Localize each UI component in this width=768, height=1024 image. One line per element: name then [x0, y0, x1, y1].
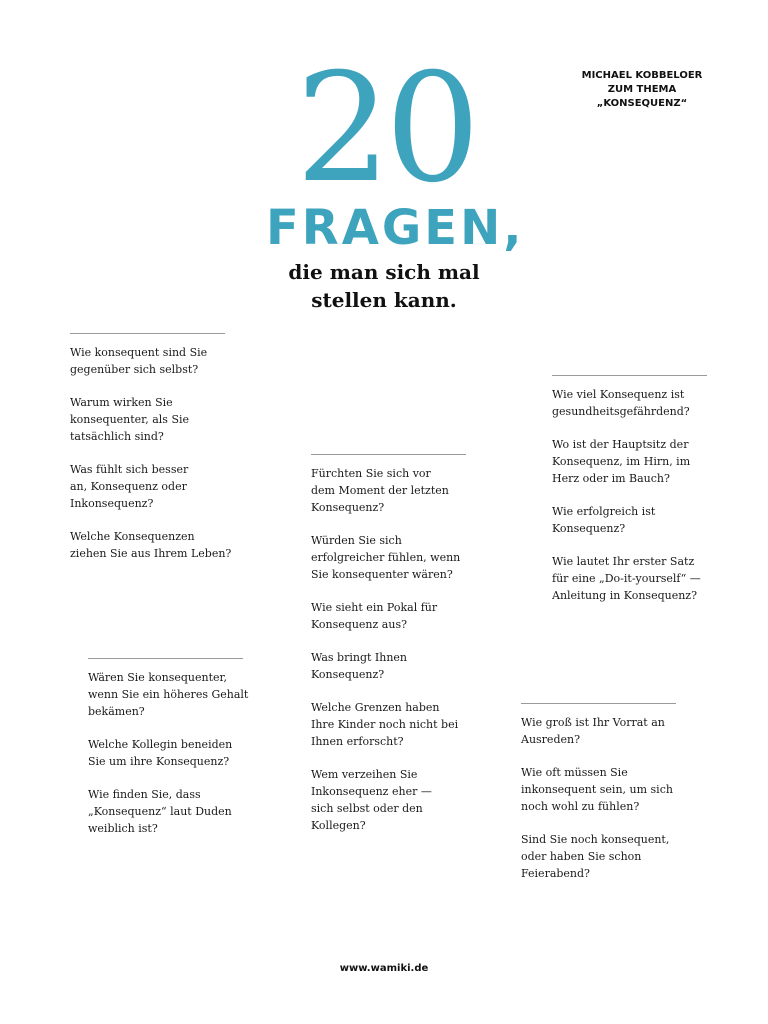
question: Fürchten Sie sich vor dem Moment der letzten Konsequenz? [311, 467, 449, 514]
question: Wie oft müssen Sie inkonsequent sein, um sich noch wohl zu fühlen? [521, 766, 673, 813]
question: Würden Sie sich erfolgreicher fühlen, wenn Sie konsequenter wären? [311, 534, 461, 581]
question: Wie finden Sie, dass „Konsequenz“ laut Duden weiblich ist? [88, 788, 232, 835]
question: Sind Sie noch konsequent, oder haben Sie schon Feierabend? [521, 833, 670, 880]
question: Wie sieht ein Pokal für Konsequenz aus? [311, 601, 438, 631]
question: Warum wirken Sie konsequenter, als Sie tatsächlich sind? [70, 396, 190, 443]
question: Wie lautet Ihr erster Satz für eine „Do-it-yourself“ — Anleitung in Konsequenz? [552, 555, 701, 602]
question: Wo ist der Hauptsitz der Konsequenz, im Hirn, im Herz oder im Bauch? [552, 438, 691, 485]
question: Wie erfolgreich ist Konsequenz? [552, 505, 656, 535]
subtitle [270, 258, 498, 314]
question: Wie konsequent sind Sie gegenüber sich selbst? [70, 346, 208, 376]
question-group-3 [311, 454, 501, 850]
divider [70, 333, 225, 334]
question: Wie groß ist Ihr Vorrat an Ausreden? [521, 716, 665, 746]
headline-number: 20 [295, 42, 475, 216]
divider [311, 454, 466, 455]
question: Wären Sie konsequenter, wenn Sie ein höheres Gehalt bekämen? [88, 671, 249, 718]
question: Was fühlt sich besser an, Konsequenz oder Inkonsequenz? [70, 463, 189, 510]
question: Welche Kollegin beneiden Sie um ihre Konsequenz? [88, 738, 233, 768]
author-block [562, 69, 722, 111]
author-topic-label: ZUM THEMA [607, 84, 677, 95]
question: Was bringt Ihnen Konsequenz? [311, 651, 408, 681]
question-group-2 [88, 658, 278, 853]
author-topic: „KONSEQUENZ“ [596, 98, 688, 109]
subtitle-line-2: stellen kann. [311, 288, 457, 312]
question: Wie viel Konsequenz ist gesundheitsgefährdend? [552, 388, 690, 418]
author-name: MICHAEL KOBBELOER [581, 70, 703, 81]
divider [521, 703, 676, 704]
question-group-5 [521, 703, 721, 898]
footer-url: www.wamiki.de [339, 963, 429, 974]
divider [88, 658, 243, 659]
question: Wem verzeihen Sie Inkonsequenz eher — sich selbst oder den Kollegen? [311, 768, 432, 832]
question: Welche Grenzen haben Ihre Kinder noch nicht bei Ihnen erforscht? [311, 701, 459, 748]
subtitle-line-1: die man sich mal [288, 260, 480, 284]
divider [552, 375, 707, 376]
question-group-1 [70, 333, 260, 578]
question-group-4 [552, 375, 752, 620]
question: Welche Konsequenzen ziehen Sie aus Ihrem Leben? [70, 530, 232, 560]
headline-word: FRAGEN, [266, 200, 525, 256]
